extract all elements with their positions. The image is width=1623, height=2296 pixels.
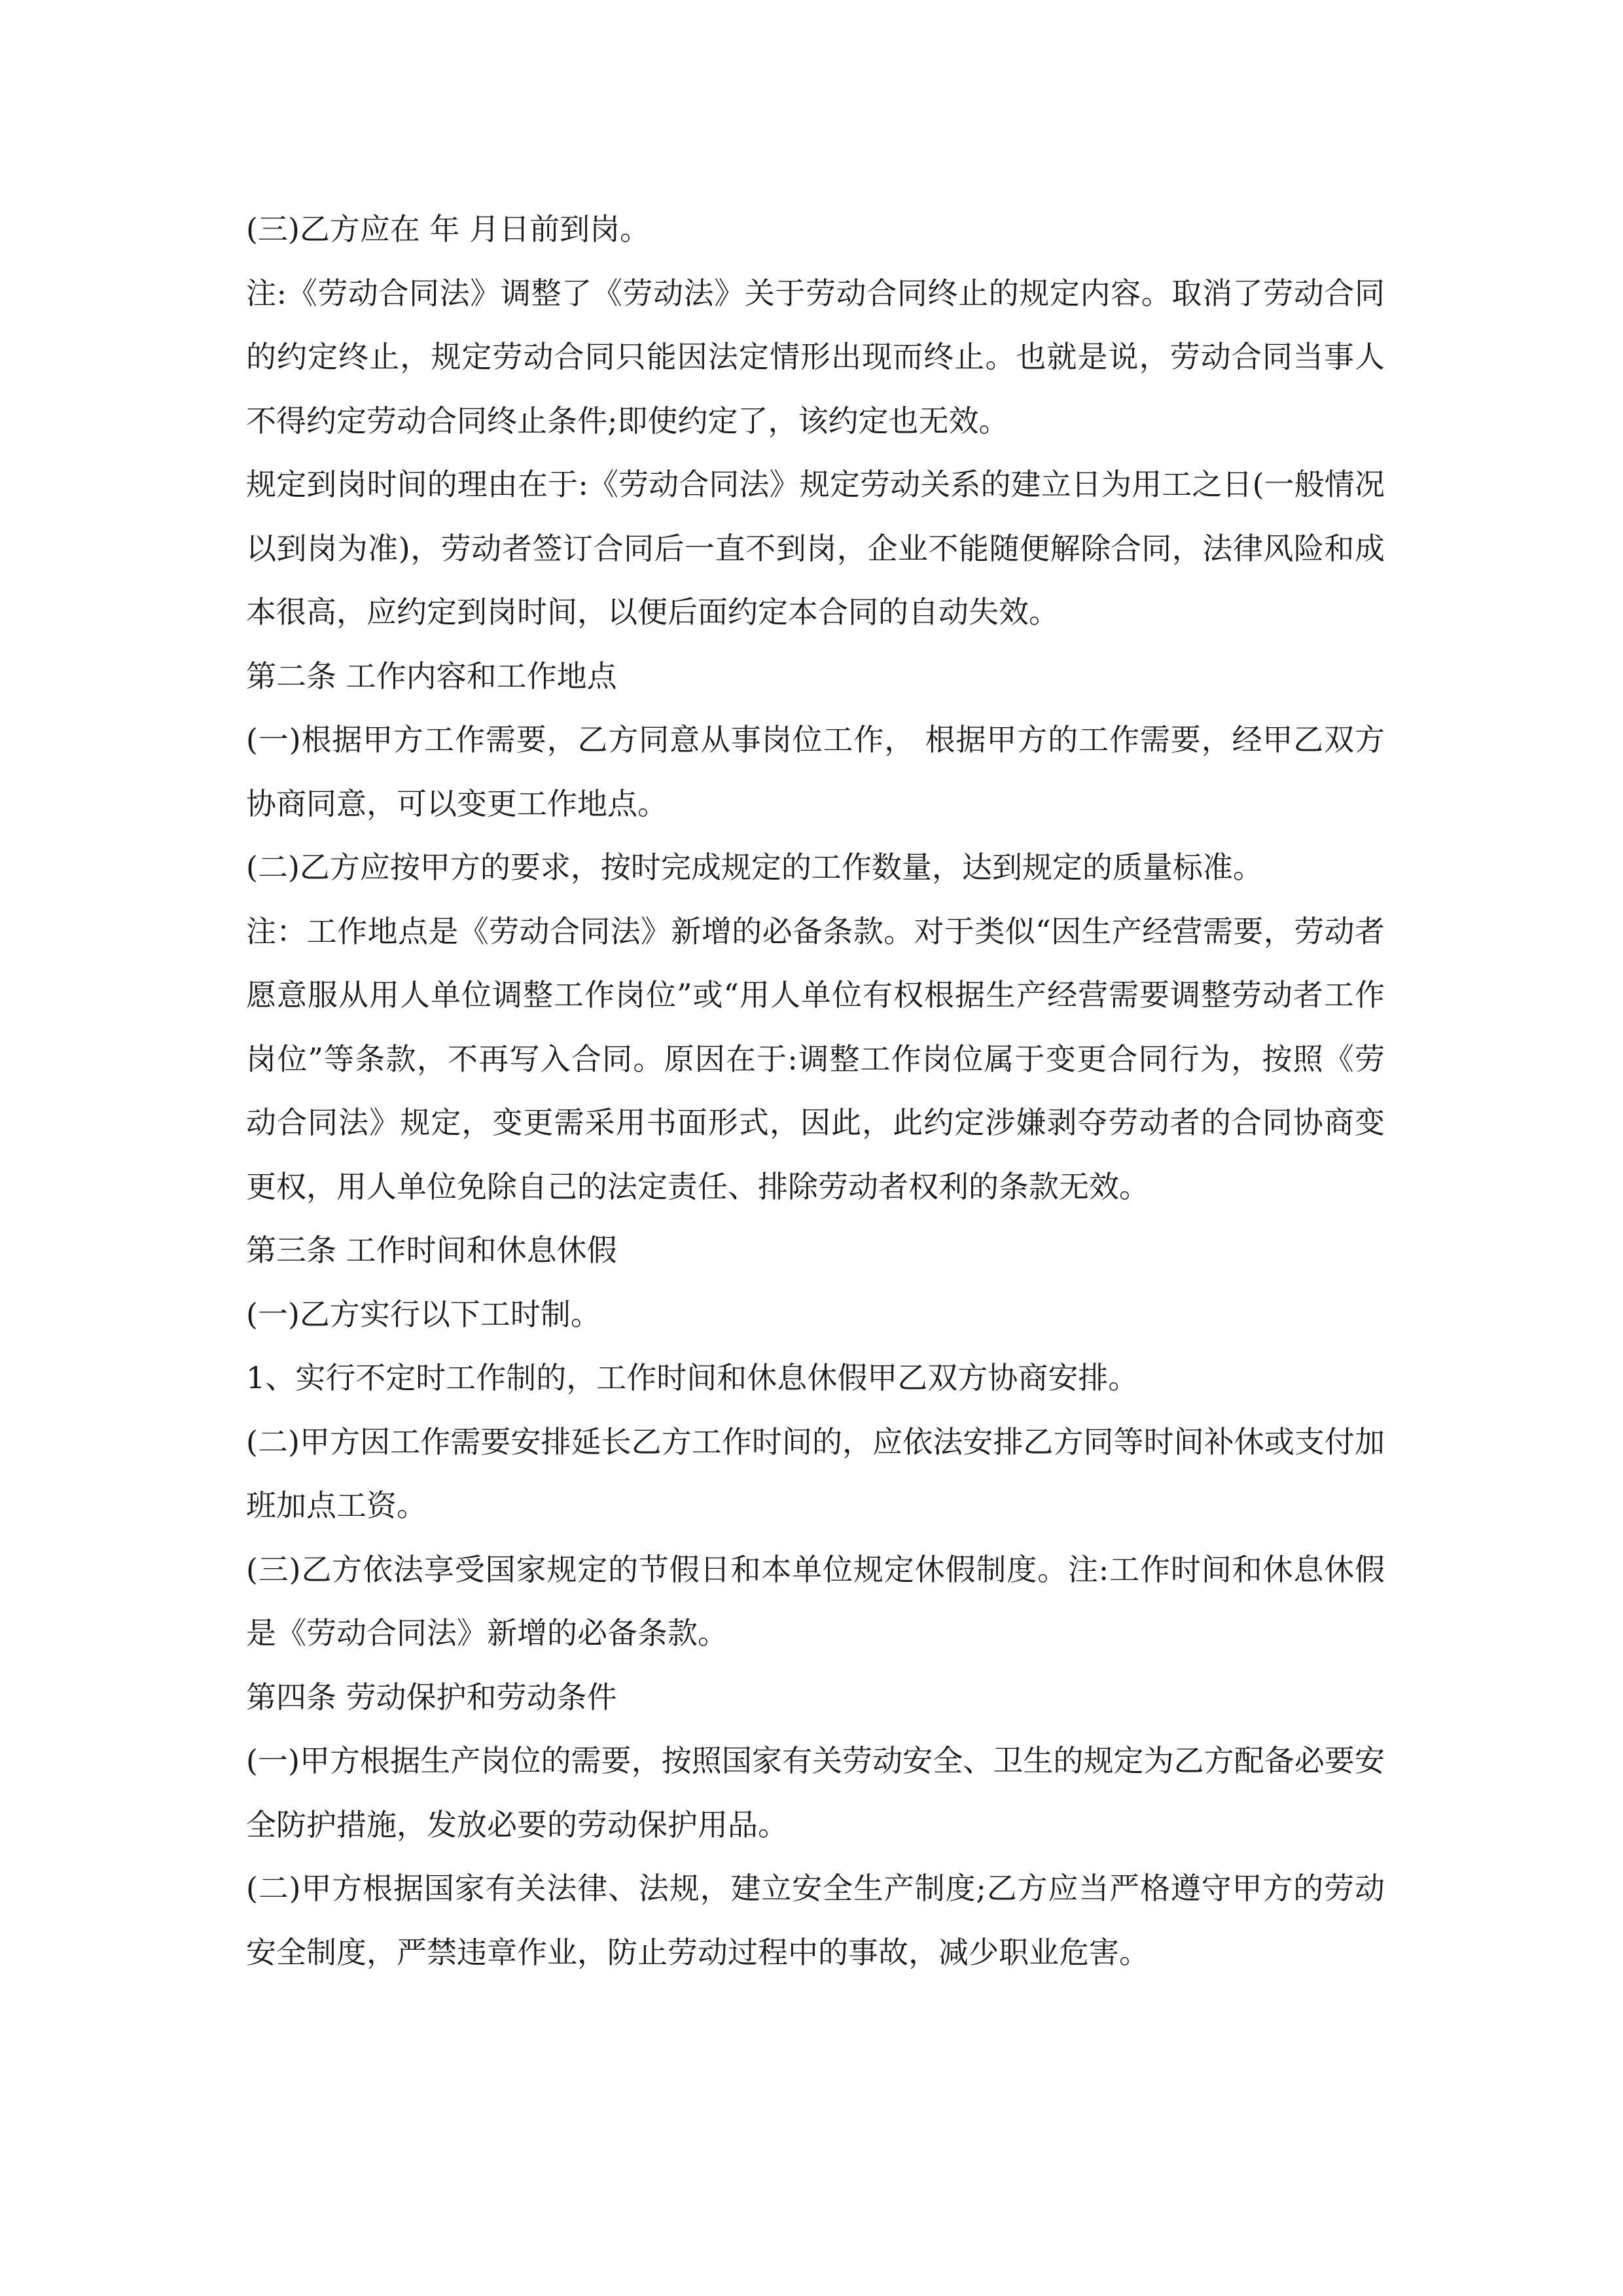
paragraph: 注:《劳动合同法》调整了《劳动法》关于劳动合同终止的规定内容。取消了劳动合同的约定终止，规定劳动合同只能因法定情形出现而终止。也就是说，劳动合同当事人不得约定劳动合同终止条件;即使约定了，该约定也无效。	[246, 275, 1385, 439]
paragraph: (二)甲方根据国家有关法律、法规，建立安全生产制度;乙方应当严格遵守甲方的劳动安全制度，严禁违章作业，防止劳动过程中的事故，减少职业危害。	[246, 1871, 1385, 1970]
paragraph: 1、实行不定时工作制的，工作时间和休息休假甲乙双方协商安排。	[246, 1360, 1139, 1395]
paragraph: (一)根据甲方工作需要，乙方同意从事岗位工作， 根据甲方的工作需要，经甲乙双方协商同意，可以变更工作地点。	[246, 722, 1385, 821]
paragraph: (三)乙方依法享受国家规定的节假日和本单位规定休假制度。注:工作时间和休息休假是《劳动合同法》新增的必备条款。	[246, 1551, 1385, 1651]
section-heading: 第四条 劳动保护和劳动条件	[246, 1679, 617, 1715]
paragraph: (二)甲方因工作需要安排延长乙方工作时间的，应依法安排乙方同等时间补休或支付加班加点工资。	[246, 1424, 1385, 1523]
document-body	[246, 198, 1385, 1984]
paragraph: (二)乙方应按甲方的要求，按时完成规定的工作数量，达到规定的质量标准。	[246, 850, 1263, 885]
paragraph: (一)甲方根据生产岗位的需要，按照国家有关劳动安全、卫生的规定为乙方配备必要安全防护措施，发放必要的劳动保护用品。	[246, 1743, 1385, 1842]
paragraph: (一)乙方实行以下工时制。	[246, 1296, 601, 1332]
section-heading: 第三条 工作时间和休息休假	[246, 1232, 617, 1268]
section-heading: 第二条 工作内容和工作地点	[246, 658, 617, 694]
paragraph: 规定到岗时间的理由在于:《劳动合同法》规定劳动关系的建立日为用工之日(一般情况以到岗为准)，劳动者签订合同后一直不到岗，企业不能随便解除合同，法律风险和成本很高，应约定到岗时间，以便后面约定本合同的自动失效。	[246, 467, 1385, 630]
paragraph: 注：工作地点是《劳动合同法》新增的必备条款。对于类似“因生产经营需要，劳动者愿意服从用人单位调整工作岗位”或“用人单位有权根据生产经营需要调整劳动者工作岗位”等条款，不再写入合同。原因在于:调整工作岗位属于变更合同行为，按照《劳动合同法》规定，变更需采用书面形式，因此，此约定涉嫌剥夺劳动者的合同协商变更权，用人单位免除自己的法定责任、排除劳动者权利的条款无效。	[246, 913, 1385, 1204]
paragraph: (三)乙方应在 年 月日前到岗。	[246, 211, 651, 247]
